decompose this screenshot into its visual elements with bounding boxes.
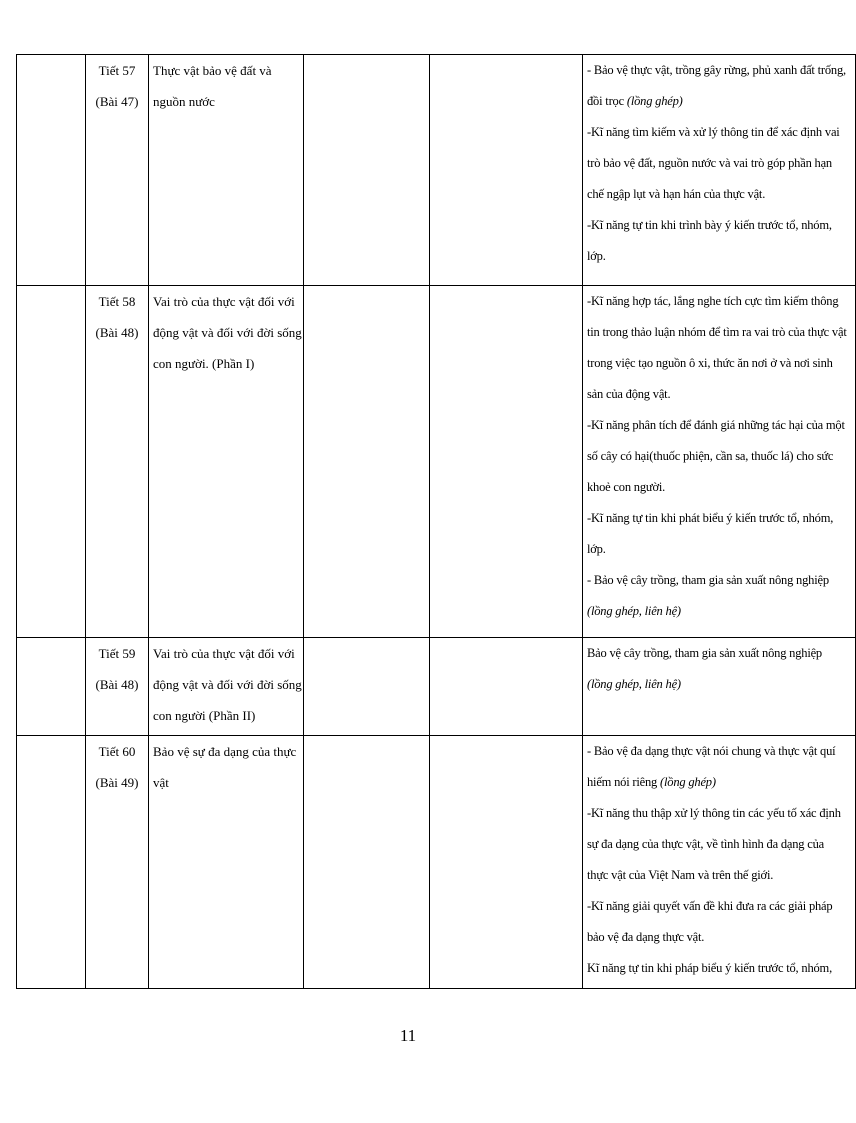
skills-line: -Kĩ năng tự tin khi phát biểu ý kiến trước tổ, nhóm, (587, 511, 834, 525)
period-cell (86, 55, 149, 286)
skills-line: -Kĩ năng phân tích để đánh giá những tác hại của một (587, 418, 845, 432)
skills-line: - Bảo vệ đa dạng thực vật nói chung và thực vật quí (587, 744, 836, 758)
empty-cell (304, 55, 430, 286)
skills-line: - Bảo vệ thực vật, trồng gây rừng, phủ xanh đất trống, (587, 63, 846, 77)
skills-line: số cây có hại(thuốc phiện, cần sa, thuốc lá) cho sức (587, 449, 834, 463)
skills-line: hiếm nói riêng (lồng ghép) (587, 775, 716, 789)
skills-line: lớp. (587, 249, 606, 263)
lesson-title-cell (149, 55, 304, 286)
lesson-label: (Bài 48) (95, 325, 139, 340)
lesson-plan-table (16, 54, 856, 989)
lesson-title-cell (149, 286, 304, 638)
skills-line: khoẻ con người. (587, 480, 666, 494)
table-row-tiet-58 (17, 286, 856, 638)
title-line: Thực vật bảo vệ đất và (153, 63, 272, 78)
skills-line: sự đa dạng của thực vật, về tình hình đa dạng của (587, 837, 825, 851)
title-line: Vai trò của thực vật đối với (153, 646, 295, 661)
period-label: Tiết 59 (98, 646, 136, 661)
lesson-plan-table-body (17, 55, 856, 989)
blank-cell (17, 286, 86, 638)
lesson-title-cell (149, 638, 304, 736)
table-row-tiet-57 (17, 55, 856, 286)
empty-cell (430, 55, 583, 286)
skills-line: - Bảo vệ cây trồng, tham gia sản xuất nông nghiệp (587, 573, 829, 587)
empty-cell (430, 736, 583, 989)
skills-line: thực vật của Việt Nam và trên thế giới. (587, 868, 774, 882)
skills-line: trong việc tạo nguồn ô xi, thức ăn nơi ở và nơi sinh (587, 356, 833, 370)
integration-tag: (lồng ghép, liên hệ) (587, 604, 681, 618)
skills-line: Bảo vệ cây trồng, tham gia sản xuất nông nghiệp (587, 646, 822, 660)
skills-line: chế ngập lụt và hạn hán của thực vật. (587, 187, 766, 201)
empty-cell (304, 638, 430, 736)
title-line: vật (153, 775, 169, 790)
skills-cell (583, 638, 856, 736)
skills-line (587, 596, 851, 627)
title-line: nguồn nước (153, 94, 215, 109)
empty-cell (430, 286, 583, 638)
empty-cell (304, 736, 430, 989)
skills-line: -Kĩ năng tự tin khi trình bày ý kiến trước tổ, nhóm, (587, 218, 832, 232)
page-number: 11 (399, 1026, 417, 1045)
blank-cell (17, 736, 86, 989)
period-cell (86, 736, 149, 989)
skills-line: tin trong thảo luận nhóm để tìm ra vai trò của thực vật (587, 325, 847, 339)
title-line: Bảo vệ sự đa dạng của thực (153, 744, 297, 759)
skills-line (587, 669, 851, 700)
period-cell (86, 638, 149, 736)
empty-cell (430, 638, 583, 736)
title-line: con người. (Phần I) (153, 356, 255, 371)
lesson-label: (Bài 49) (95, 775, 139, 790)
skills-line: sản của động vật. (587, 387, 671, 401)
table-row-tiet-59 (17, 638, 856, 736)
blank-cell (17, 638, 86, 736)
skills-line: trò bảo vệ đất, nguồn nước và vai trò góp phần hạn (587, 156, 832, 170)
blank-cell (17, 55, 86, 286)
empty-cell (304, 286, 430, 638)
title-line: động vật và đối với đời sống (153, 325, 302, 340)
title-line: con người (Phần II) (153, 708, 256, 723)
skills-line: -Kĩ năng thu thập xử lý thông tin các yếu tố xác định (587, 806, 841, 820)
title-line: Vai trò của thực vật đối với (153, 294, 295, 309)
period-label: Tiết 57 (98, 63, 136, 78)
table-row-tiet-60 (17, 736, 856, 989)
skills-line: bảo vệ đa dạng thực vật. (587, 930, 705, 944)
integration-tag: (lồng ghép, liên hệ) (587, 677, 681, 691)
integration-tag: (lồng ghép) (660, 775, 716, 789)
skills-line: -Kĩ năng giải quyết vấn đề khi đưa ra các giải pháp (587, 899, 833, 913)
period-label: Tiết 58 (98, 294, 136, 309)
lesson-title-cell (149, 736, 304, 989)
skills-line: lớp. (587, 542, 606, 556)
title-line: động vật và đối với đời sống (153, 677, 302, 692)
integration-tag: (lồng ghép) (626, 94, 683, 108)
skills-cell (583, 286, 856, 638)
lesson-label: (Bài 48) (95, 677, 139, 692)
skills-cell (583, 736, 856, 989)
period-cell (86, 286, 149, 638)
period-label: Tiết 60 (98, 744, 136, 759)
skills-line: đồi trọc (lồng ghép) (587, 94, 683, 108)
skills-line: Kĩ năng tự tin khi pháp biểu ý kiến trước tổ, nhóm, (587, 961, 832, 975)
skills-line: -Kĩ năng hợp tác, lắng nghe tích cực tìm kiếm thông (587, 294, 839, 308)
lesson-label: (Bài 47) (95, 94, 139, 109)
skills-cell (583, 55, 856, 286)
skills-line: -Kĩ năng tìm kiếm và xử lý thông tin để xác định vai (587, 125, 840, 139)
